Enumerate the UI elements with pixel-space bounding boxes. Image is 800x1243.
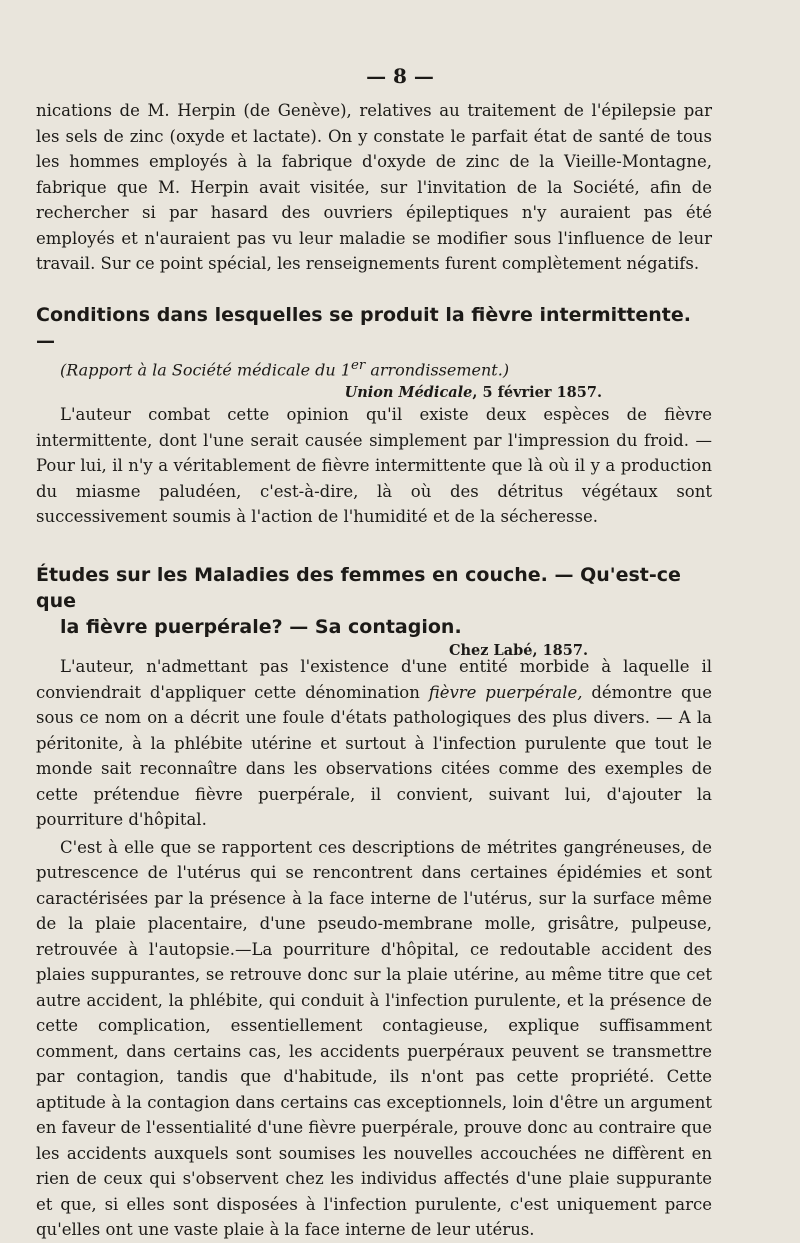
section-paragraph-2: C'est à elle que se rapportent ces descriptions de métrites gangréneuses, de putrescence de l'utérus qui se rencontrent dans certaines épidémies et sont caractérisées par la présence à la face interne de l'utérus, sur la surface même de la plaie placentaire, d'une pseudo-membrane molle, grisâtre, pulpeuse, retrouvée à l'autopsie.—La pourriture d'hôpital, ce redoutable accident des plaies suppurantes, se retrouve donc sur la plaie utérine, au même titre que cet autre accident, la phlébite, qui conduit à l'infection purulente, et la présence de cette complication, essentiellement contagieuse, explique suffisamment comment, dans certains cas, les accidents puerpéraux peuvent se transmettre par contagion, tandis que d'habitude, ils n'ont pas cette propriété. Cette aptitude à la contagion dans certains cas exceptionnels, loin d'être un argument en faveur de l'essentialité d'une fièvre puerpérale, prouve donc au contraire que les accidents auxquels sont soumises les nouvelles accouchées ne diffèrent en rien de ceux qui s'observent chez les individus affectés d'une plaie suppurante et que, si elles sont disposées à l'infection purulente, c'est uniquement parce qu'elles ont une vaste plaie à la face interne de leur utérus. bbox=[36, 837, 712, 1239]
section-title-line2: la fièvre puerpérale? — Sa contagion. bbox=[60, 616, 462, 638]
subtitle-text-end: arrondissement. bbox=[365, 360, 503, 380]
paragraph-text: L'auteur, n'admettant pas l'existence d'une entité morbide à laquelle il conviendrait d'appliquer cette dénomination bbox=[36, 657, 712, 702]
source-journal: Union Médicale bbox=[344, 384, 473, 402]
section-fievre-intermittente-body bbox=[36, 402, 712, 530]
section-source: Chez Labé, 1857. bbox=[448, 642, 588, 659]
intro-paragraph-block bbox=[36, 98, 712, 277]
section-paragraph-1 bbox=[36, 654, 712, 833]
subtitle-close-paren: ) bbox=[502, 360, 510, 380]
subtitle-text: Rapport à la Société médicale du 1 bbox=[66, 360, 351, 380]
section-fievre-puerperale-body bbox=[36, 654, 712, 1243]
source-date: , 5 février 1857. bbox=[472, 384, 602, 402]
section-subtitle bbox=[36, 354, 712, 382]
intro-paragraph: nications de M. Herpin (de Genève), relatives au traitement de l'épilepsie par les sels de zinc (oxyde et lactate). On y constate le parfait état de santé de tous les hommes employés à la fabrique d'oxyde de zinc de la Vieille-Montagne, fabrique que M. Herpin avait visitée, sur l'invitation de la Société, afin de rechercher si par hasard des ouvriers épileptiques n'y auraient pas été employés et n'auraient pas vu leur maladie se modifier sous l'influence de leur travail. Sur ce point spécial, les renseignements furent complètement négatifs. bbox=[36, 101, 712, 273]
subtitle-superscript: er bbox=[350, 358, 366, 373]
section-fievre-puerperale-header bbox=[36, 562, 712, 659]
section-title: Conditions dans lesquelles se produit la fièvre intermittente. — bbox=[36, 304, 691, 352]
section-paragraph: L'auteur combat cette opinion qu'il existe deux espèces de fièvre intermittente, dont l'une serait causée simplement par l'impression du froid. — Pour lui, il n'y a véritablement de fièvre intermittente que là où il y a production du miasme paludéen, c'est-à-dire, là où des détritus végétaux sont successivement soumis à l'action de l'humidité et de la sécheresse. bbox=[36, 405, 712, 526]
paragraph-text-end: démontre que sous ce nom on a décrit une foule d'états pathologiques des plus divers. — A la péritonite, à la phlébite utérine et surtout à l'infection purulente que tout le monde sait reconnaître dans les observations citées comme des exemples de cette prétendue fièvre puerpérale, il convient, suivant lui, d'ajouter la pourriture d'hôpital. bbox=[36, 682, 712, 829]
section-source bbox=[36, 384, 712, 401]
section-fievre-intermittente-header bbox=[36, 302, 712, 401]
section-title-line1: Études sur les Maladies des femmes en couche. — Qu'est-ce que bbox=[36, 564, 681, 612]
page-number: — 8 — bbox=[366, 64, 434, 88]
italic-term: fièvre puerpérale, bbox=[428, 682, 583, 702]
subtitle-open-paren: ( bbox=[60, 360, 67, 380]
